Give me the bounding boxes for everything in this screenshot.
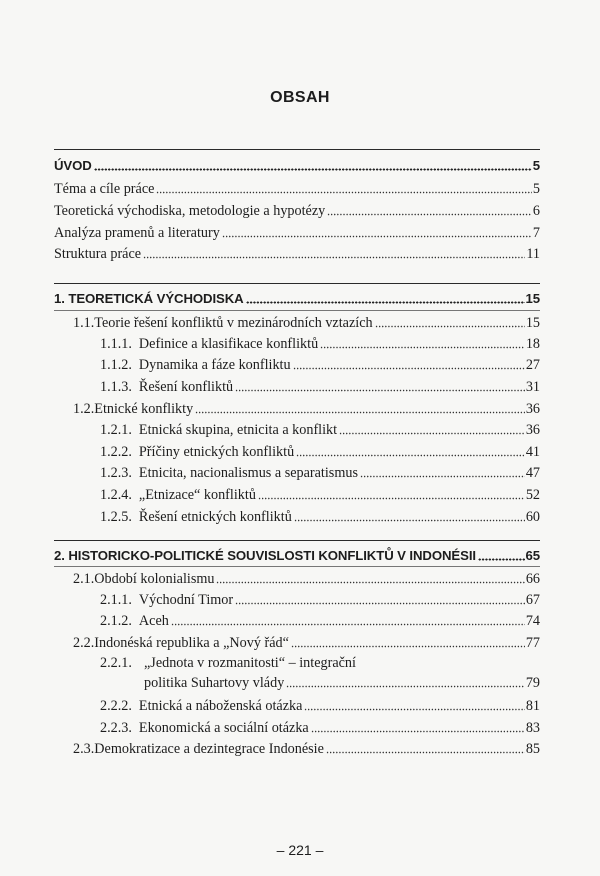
- toc-heading-chapter-1[interactable]: [54, 288, 540, 308]
- toc-page-number: 15: [525, 291, 540, 306]
- toc-entry[interactable]: [54, 568, 540, 588]
- toc-heading-label: ÚVOD: [54, 158, 92, 173]
- toc-page-number: 5: [532, 158, 540, 173]
- section-rule-thin: [54, 310, 540, 311]
- toc-page-number: 11: [526, 246, 540, 262]
- leader-dots: [94, 168, 532, 171]
- leader-dots: [296, 454, 525, 457]
- leader-dots: [294, 519, 525, 522]
- toc-page-number: 15: [525, 315, 540, 331]
- toc-entry-number: 1.2.2.: [100, 444, 132, 460]
- leader-dots: [235, 602, 525, 605]
- toc-entry[interactable]: [54, 354, 540, 374]
- section-rule: [54, 149, 540, 150]
- toc-page-number: 85: [525, 741, 540, 757]
- toc-entry[interactable]: [54, 506, 540, 526]
- toc-page-number: 67: [525, 592, 540, 608]
- section-rule-thin: [54, 566, 540, 567]
- toc-entry-label: Řešení konfliktů: [138, 379, 234, 395]
- leader-dots: [293, 367, 525, 370]
- toc-entry[interactable]: [54, 398, 540, 418]
- toc-entry[interactable]: [54, 312, 540, 332]
- toc-entry-number: 1.2.3.: [100, 465, 132, 481]
- toc-entry-number: 2.2.1.: [100, 655, 132, 671]
- toc-heading-label: 2. HISTORICKO-POLITICKÉ SOUVISLOSTI KONFLIKTŮ V INDONÉSII: [54, 548, 476, 563]
- toc-entry-label: Indonéská republika a „Nový řád“: [94, 635, 289, 651]
- toc-entry[interactable]: [54, 419, 540, 439]
- toc-entry-number: 2.2.2.: [100, 698, 132, 714]
- leader-dots: [311, 730, 525, 733]
- toc-entry-label: Struktura práce: [54, 246, 142, 262]
- toc-entry[interactable]: [54, 243, 540, 263]
- toc-entry-label: Etnické konflikty: [94, 401, 194, 417]
- toc-entry-number: 1.1.: [73, 315, 95, 331]
- leader-dots: [286, 685, 525, 688]
- toc-entry-label: Etnicita, nacionalismus a separatismus: [138, 465, 358, 481]
- leader-dots: [327, 213, 532, 216]
- toc-entry[interactable]: [54, 222, 540, 242]
- leader-dots: [195, 411, 525, 414]
- toc-entry-number: 1.1.1.: [100, 336, 132, 352]
- toc-page-number: 74: [525, 613, 540, 629]
- section-rule: [54, 283, 540, 284]
- toc-entry-label-line1: „Jednota v rozmanitosti“ – integrační: [144, 655, 356, 671]
- toc-entry-label: politika Suhartovy vlády: [144, 675, 285, 691]
- toc-entry-number: 2.1.2.: [100, 613, 132, 629]
- leader-dots: [339, 432, 525, 435]
- leader-dots: [222, 235, 532, 238]
- toc-entry[interactable]: [54, 376, 540, 396]
- toc-entry[interactable]: [54, 610, 540, 630]
- toc-page-number: 60: [525, 509, 540, 525]
- toc-entry-label: Aceh: [138, 613, 169, 629]
- toc-entry-number: 1.2.1.: [100, 422, 132, 438]
- toc-entry[interactable]: [54, 178, 540, 198]
- toc-entry-label: „Etnizace“ konfliktů: [138, 487, 256, 503]
- leader-dots: [171, 623, 525, 626]
- toc-entry-number: 1.1.3.: [100, 379, 132, 395]
- toc-page-number: 77: [525, 635, 540, 651]
- toc-entry-label: Ekonomická a sociální otázka: [138, 720, 309, 736]
- toc-page-number: 36: [525, 401, 540, 417]
- toc-page-number: 65: [525, 548, 540, 563]
- leader-dots: [246, 301, 525, 304]
- toc-entry-number: 2.3.: [73, 741, 95, 757]
- toc-entry[interactable]: [54, 200, 540, 220]
- toc-entry[interactable]: [54, 441, 540, 461]
- toc-entry-label: Dynamika a fáze konfliktu: [138, 357, 291, 373]
- leader-dots: [326, 751, 525, 754]
- leader-dots: [143, 256, 525, 259]
- toc-page-number: 83: [525, 720, 540, 736]
- leader-dots: [320, 346, 525, 349]
- toc-page-number: 52: [525, 487, 540, 503]
- toc-entry-number: 2.2.3.: [100, 720, 132, 736]
- toc-entry-label: Příčiny etnických konfliktů: [138, 444, 295, 460]
- toc-page-number: 31: [525, 379, 540, 395]
- leader-dots: [478, 558, 525, 561]
- toc-entry-label: Téma a cíle práce: [54, 181, 155, 197]
- toc-entry-label: Teoretická východiska, metodologie a hypotézy: [54, 203, 326, 219]
- toc-entry[interactable]: [54, 695, 540, 715]
- toc-entry[interactable]: [54, 589, 540, 609]
- toc-heading-label: 1. TEORETICKÁ VÝCHODISKA: [54, 291, 244, 306]
- toc-entry-label: Etnická skupina, etnicita a konflikt: [138, 422, 338, 438]
- section-rule: [54, 540, 540, 541]
- toc-entry-label: Období kolonialismu: [94, 571, 215, 587]
- leader-dots: [235, 389, 525, 392]
- toc-entry[interactable]: [54, 717, 540, 737]
- leader-dots: [216, 581, 524, 584]
- toc-entry-number: 1.2.5.: [100, 509, 132, 525]
- toc-page-number: 5: [532, 181, 540, 197]
- toc-heading-uvod[interactable]: [54, 155, 540, 175]
- toc-entry[interactable]: [144, 672, 540, 692]
- toc-page-number: 41: [525, 444, 540, 460]
- toc-page-number: 81: [525, 698, 540, 714]
- toc-entry-label: Etnická a náboženská otázka: [138, 698, 303, 714]
- toc-entry-label: Řešení etnických konfliktů: [138, 509, 292, 525]
- page-number-footer: – 221 –: [276, 842, 324, 858]
- toc-entry-number: 2.2.: [73, 635, 95, 651]
- toc-entry-label: Analýza pramenů a literatury: [54, 225, 220, 241]
- leader-dots: [291, 645, 525, 648]
- toc-entry-label: Teorie řešení konfliktů v mezinárodních vztazích: [94, 315, 373, 331]
- leader-dots: [258, 497, 525, 500]
- page-title: OBSAH: [270, 89, 330, 106]
- leader-dots: [156, 191, 531, 194]
- toc-entry[interactable]: [54, 333, 540, 353]
- toc-entry-number: 1.1.2.: [100, 357, 132, 373]
- toc-entry[interactable]: [54, 484, 540, 504]
- toc-entry[interactable]: [54, 462, 540, 482]
- leader-dots: [375, 325, 525, 328]
- toc-page-number: 47: [525, 465, 540, 481]
- toc-page-number: 18: [525, 336, 540, 352]
- toc-entry-label: Východní Timor: [138, 592, 234, 608]
- toc-entry-number: 2.1.1.: [100, 592, 132, 608]
- toc-page-number: 79: [525, 675, 540, 691]
- toc-entry-number: 2.1.: [73, 571, 95, 587]
- toc-page-number: 36: [525, 422, 540, 438]
- toc-page-number: 27: [525, 357, 540, 373]
- toc-entry-number: 1.2.: [73, 401, 95, 417]
- toc-entry-number: 1.2.4.: [100, 487, 132, 503]
- toc-entry-label: Demokratizace a dezintegrace Indonésie: [94, 741, 324, 757]
- leader-dots: [304, 708, 524, 711]
- toc-heading-chapter-2[interactable]: [54, 545, 540, 565]
- toc-page-number: 6: [532, 203, 540, 219]
- toc-page-number: 7: [532, 225, 540, 241]
- toc-page-number: 66: [525, 571, 540, 587]
- toc-entry[interactable]: [54, 632, 540, 652]
- toc-entry[interactable]: [54, 738, 540, 758]
- toc-entry-label: Definice a klasifikace konfliktů: [138, 336, 319, 352]
- leader-dots: [360, 475, 525, 478]
